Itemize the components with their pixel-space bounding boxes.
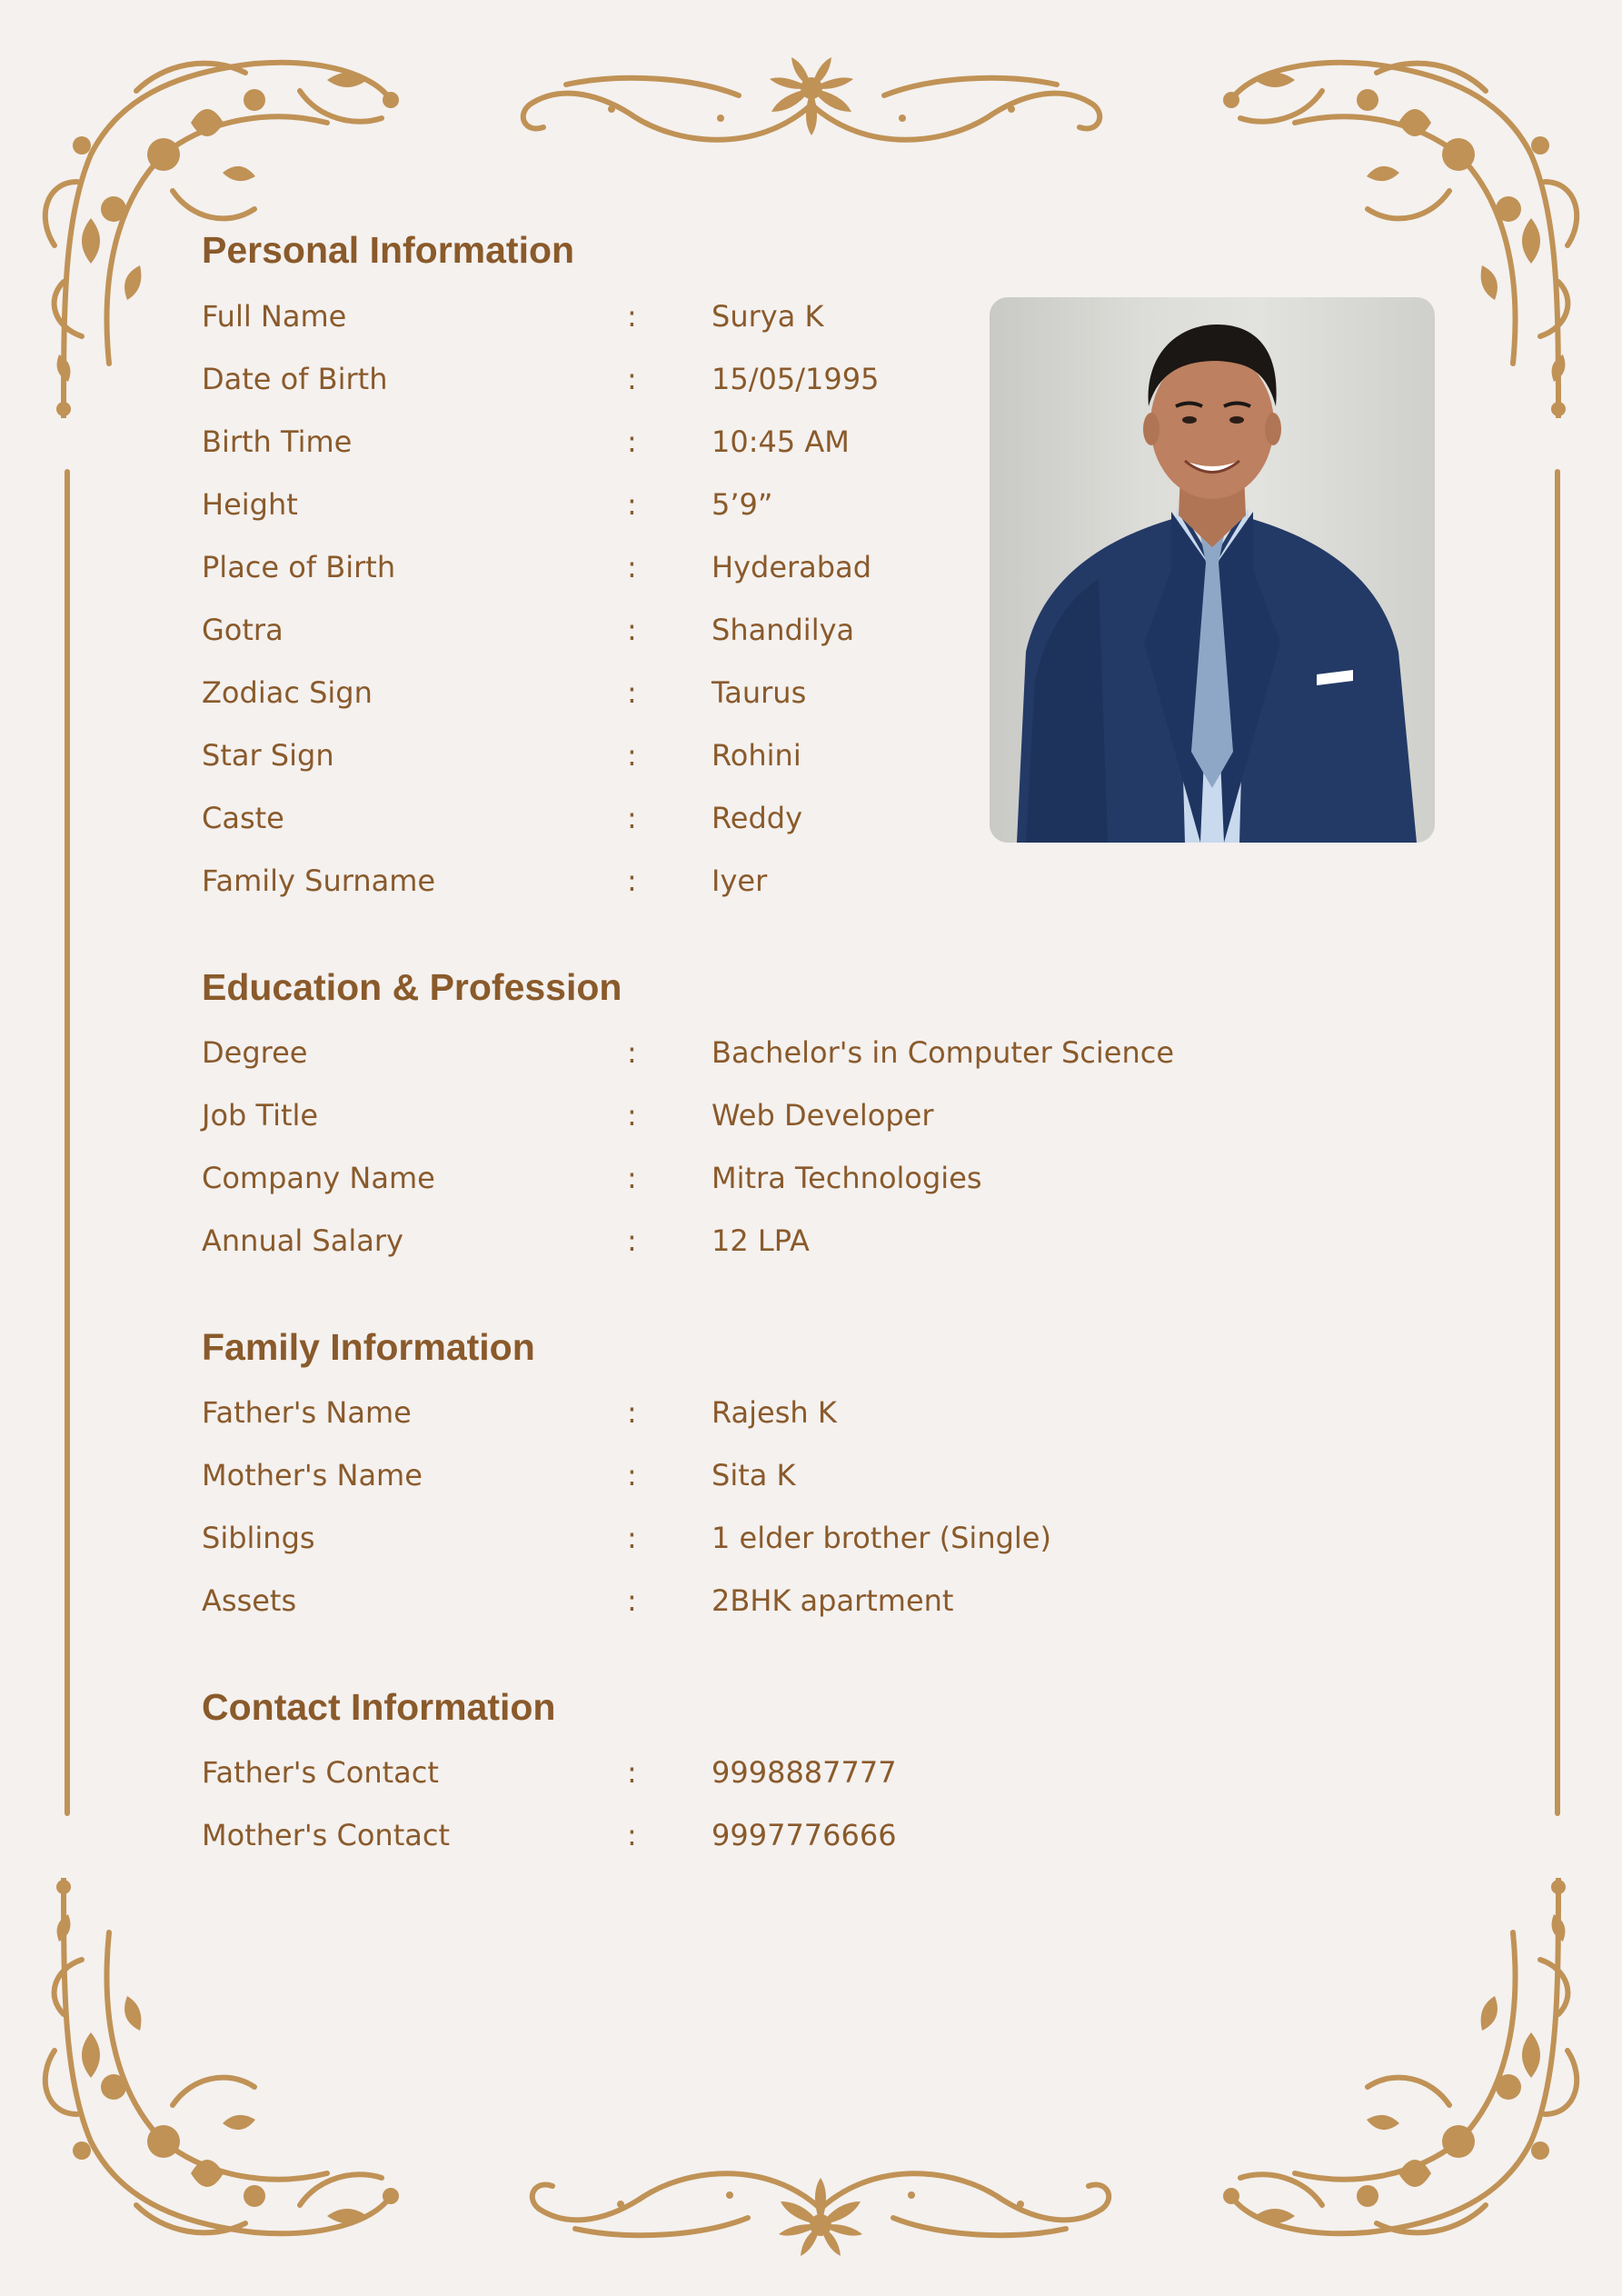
field-colon: :: [627, 1035, 637, 1070]
field-degree: [202, 1025, 1201, 1080]
field-value: Taurus: [711, 675, 807, 710]
field-label: Father's Name: [202, 1395, 412, 1430]
field-colon: :: [627, 738, 637, 773]
field-label: Assets: [202, 1583, 297, 1618]
field-value: Bachelor's in Computer Science: [711, 1035, 1175, 1070]
field-company-name: [202, 1151, 1201, 1205]
field-colon: :: [627, 1395, 637, 1430]
field-value: 1 elder brother (Single): [711, 1521, 1051, 1555]
field-label: Caste: [202, 801, 284, 835]
field-value: Rohini: [711, 738, 801, 773]
section-title-contact: Contact Information: [202, 1686, 556, 1728]
field-fathers-contact: [202, 1745, 1201, 1800]
ornament-corner-bottom-right-icon: [1213, 1878, 1595, 2260]
field-colon: :: [627, 863, 637, 898]
field-colon: :: [627, 487, 637, 522]
field-colon: :: [627, 1098, 637, 1133]
field-mothers-contact: [202, 1808, 1201, 1862]
field-colon: :: [627, 1223, 637, 1258]
field-colon: :: [627, 613, 637, 647]
field-colon: :: [627, 1521, 637, 1555]
field-colon: :: [627, 1755, 637, 1790]
field-label: Mother's Contact: [202, 1818, 450, 1852]
section-title-education: Education & Profession: [202, 966, 622, 1008]
field-label: Gotra: [202, 613, 284, 647]
field-value: Iyer: [711, 863, 768, 898]
field-value: 9998887777: [711, 1755, 897, 1790]
field-colon: :: [627, 1583, 637, 1618]
field-value: Shandilya: [711, 613, 855, 647]
field-value: Reddy: [711, 801, 803, 835]
section-title-personal: Personal Information: [202, 229, 575, 271]
field-assets: [202, 1573, 1201, 1628]
field-label: Zodiac Sign: [202, 675, 373, 710]
field-label: Star Sign: [202, 738, 334, 773]
field-colon: :: [627, 1458, 637, 1492]
field-value: 12 LPA: [711, 1223, 810, 1258]
field-colon: :: [627, 299, 637, 334]
border-line-left: [65, 469, 70, 1816]
field-label: Place of Birth: [202, 550, 396, 584]
border-line-right: [1555, 469, 1560, 1816]
ornament-corner-bottom-left-icon: [27, 1878, 409, 2260]
portrait-person-icon: [990, 297, 1435, 843]
field-label: Siblings: [202, 1521, 315, 1555]
field-mothers-name: [202, 1448, 1201, 1502]
field-value: 15/05/1995: [711, 362, 880, 396]
field-value: Rajesh K: [711, 1395, 837, 1430]
field-colon: :: [627, 801, 637, 835]
field-label: Company Name: [202, 1161, 435, 1195]
field-job-title: [202, 1088, 1201, 1143]
field-fathers-name: [202, 1385, 1201, 1440]
profile-photo: [990, 297, 1435, 843]
field-value: 10:45 AM: [711, 424, 850, 459]
field-siblings: [202, 1511, 1201, 1565]
field-value: 2BHK apartment: [711, 1583, 954, 1618]
section-title-family: Family Information: [202, 1326, 535, 1368]
ornament-bottom-flourish-icon: [521, 2163, 1120, 2263]
field-label: Full Name: [202, 299, 347, 334]
field-label: Degree: [202, 1035, 308, 1070]
field-family-surname: [202, 854, 1201, 908]
field-colon: :: [627, 550, 637, 584]
field-colon: :: [627, 362, 637, 396]
field-label: Father's Contact: [202, 1755, 439, 1790]
field-value: 9997776666: [711, 1818, 897, 1852]
field-value: Sita K: [711, 1458, 796, 1492]
field-colon: :: [627, 424, 637, 459]
field-value: Mitra Technologies: [711, 1161, 982, 1195]
field-annual-salary: [202, 1213, 1201, 1268]
field-label: Family Surname: [202, 863, 436, 898]
field-colon: :: [627, 1161, 637, 1195]
field-colon: :: [627, 1818, 637, 1852]
field-label: Job Title: [202, 1098, 319, 1133]
field-label: Annual Salary: [202, 1223, 403, 1258]
field-label: Birth Time: [202, 424, 353, 459]
field-value: Surya K: [711, 299, 824, 334]
field-label: Height: [202, 487, 298, 522]
field-colon: :: [627, 675, 637, 710]
ornament-top-flourish-icon: [512, 50, 1111, 150]
field-value: Web Developer: [711, 1098, 934, 1133]
field-label: Mother's Name: [202, 1458, 423, 1492]
field-label: Date of Birth: [202, 362, 388, 396]
field-value: Hyderabad: [711, 550, 871, 584]
field-value: 5’9”: [711, 487, 773, 522]
